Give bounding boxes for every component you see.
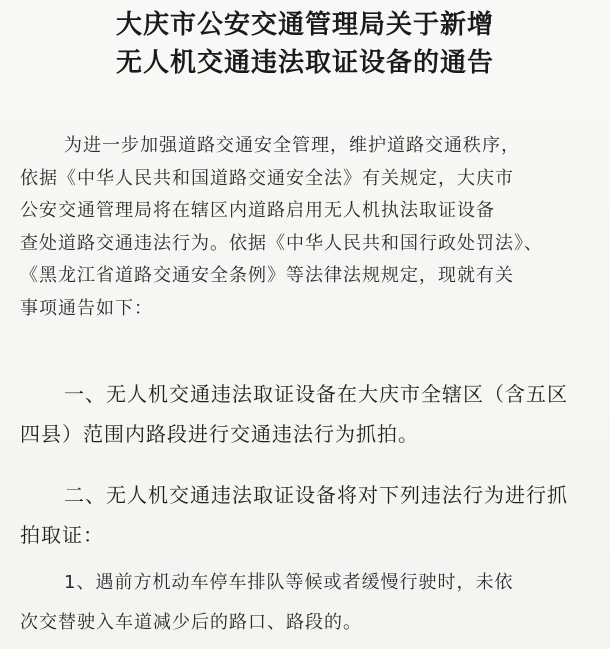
intro-line: 《黑龙江省道路交通安全条例》等法律法规规定，现就有关: [20, 265, 514, 286]
title-line-2: 无人机交通违法取证设备的通告: [115, 48, 494, 78]
intro-line: 公安交通管理局将在辖区内道路启用无人机执法取证设备: [20, 200, 495, 221]
item-line: 二、无人机交通违法取证设备将对下列违法行为进行抓: [64, 483, 568, 507]
intro-line: 查处道路交通违法行为。依据《中华人民共和国行政处罚法》、: [20, 232, 543, 254]
notice-item-2: [20, 475, 596, 555]
item-line: 拍取证：: [20, 523, 104, 547]
intro-line: 为进一步加强道路交通安全管理，维护道路交通秩序，: [64, 135, 520, 156]
item-line: 1、遇前方机动车停车排队等候或者缓慢行驶时，未依: [64, 572, 514, 593]
notice-subitem-1: [20, 563, 596, 643]
item-line: 一、无人机交通违法取证设备在大庆市全辖区（含五区: [64, 382, 568, 406]
intro-paragraph: [20, 130, 596, 325]
notice-item-1: [20, 374, 596, 454]
title-line-1: 大庆市公安交通管理局关于新增: [115, 10, 494, 40]
item-line: 次交替驶入车道减少后的路口、路段的。: [20, 612, 362, 633]
intro-line: 依据《中华人民共和国道路交通安全法》有关规定，大庆市: [20, 167, 514, 189]
intro-line: 事项通告如下：: [20, 297, 153, 319]
item-line: 四县）范围内路段进行交通违法行为抓拍。: [20, 422, 419, 446]
document-title: [20, 0, 590, 82]
